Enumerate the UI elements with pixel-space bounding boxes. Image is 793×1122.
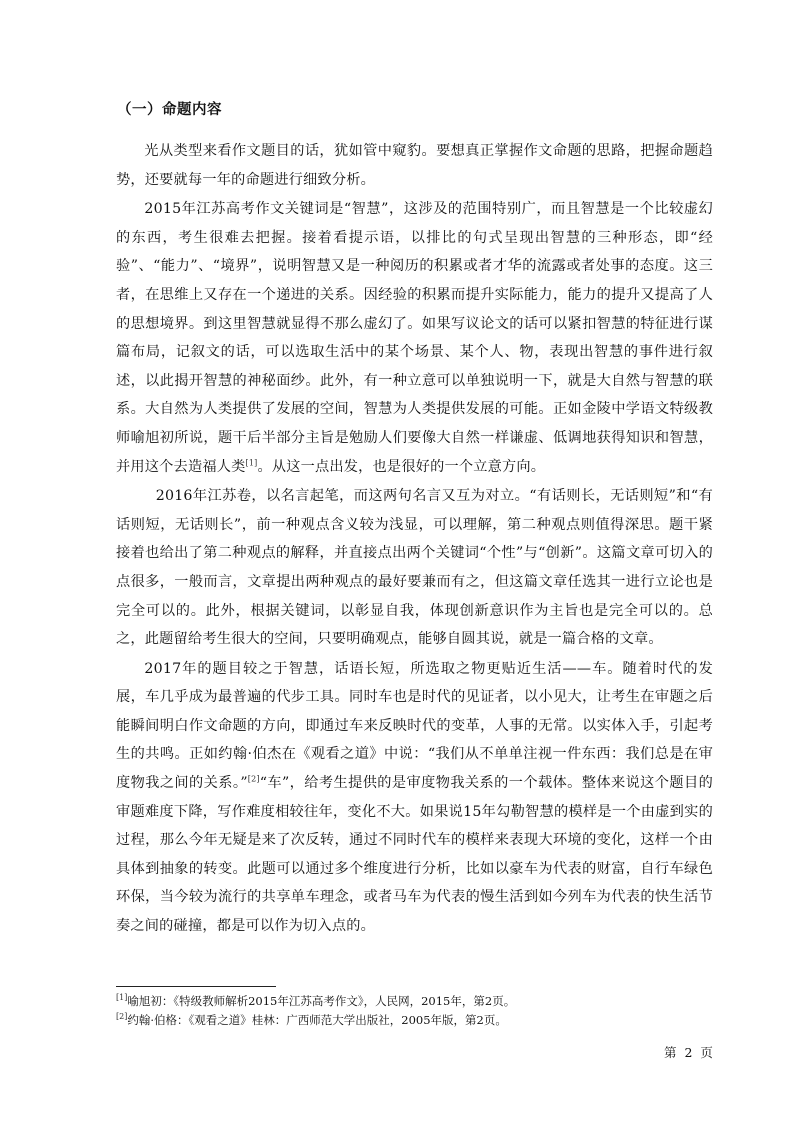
section-heading: （一）命题内容 [117, 102, 222, 118]
footnote-mark-2: [2] [116, 1012, 128, 1022]
body-text [116, 137, 713, 941]
footnote-text-2: 约翰·伯格：《观看之道》桂林：广西师范大学出版社，2005年版，第2页。 [127, 1013, 507, 1027]
paragraph-intro: 光从类型来看作文题目的话，犹如管中窥豹。要想真正掌握作文命题的思路，把握命题趋势，还要就每一年的命题进行细致分析。 [116, 143, 713, 188]
footnote-1 [116, 992, 716, 1011]
paragraph-2017-text: 2017年的题目较之于智慧，话语长短，所选取之物更贴近生活——车。随着时代的发展，车几乎成为最普遍的代步工具。同时车也是时代的见证者，以小见大，让考生在审题之后能瞬间明白作文命题的方向，即通过车来反映时代的变革，人事的无常。以实体入手，引起考生的共鸣。正如约翰·伯杰在《观看之道》中说：“我们从不单单注视一件东西：我们总是在审度物我之间的关系。” [116, 660, 713, 792]
paragraph-2016: 2016年江苏卷，以名言起笔，而这两句名言又互为对立。“有话则长，无话则短”和“有话则短，无话则长”，前一种观点含义较为浅显，可以理解，第二种观点则值得深思。题干紧接着也给出了第二种观点的解释，并直接点出两个关键词“个性”与“创新”。这篇文章可切入的点很多，一般而言，文章提出两种观点的最好要兼而有之，但这篇文章任选其一进行立论也是完全可以的。此外，根据关键词，以彰显自我，体现创新意识作为主旨也是完全可以的。总之，此题留给考生很大的空间，只要明确观点，能够自圆其说，就是一篇合格的文章。 [116, 488, 713, 648]
paragraph-2017 [116, 655, 713, 941]
footnote-mark-1: [1] [116, 993, 128, 1003]
paragraph-2015-text: 2015年江苏高考作文关键词是“智慧”，这涉及的范围特别广，而且智慧是一个比较虚幻的东西，考生很难去把握。接着看提示语，以排比的句式呈现出智慧的三种形态，即“经验”、“能力”、“境界”，说明智慧又是一种阅历的积累或者才华的流露或者处事的态度。这三者，在思维上又存在一个递进的关系。因经验的积累而提升实际能力，能力的提升又提高了人的思想境界。到这里智慧就显得不那么虚幻了。如果写议论文的话可以紧扣智慧的特征进行谋篇布局，记叙文的话，可以选取生活中的某个场景、某个人、物，表现出智慧的事件进行叙述，以此揭开智慧的神秘面纱。此外，有一种立意可以单独说明一下，就是大自然与智慧的联系。大自然为人类提供了发展的空间，智慧为人类提供发展的可能。正如金陵中学语文特级教师喻旭初所说，题干后半部分主旨是勉励人们要像大自然一样谦虚、低调地获得知识和智慧，并用这个去造福人类 [116, 201, 713, 475]
page-number: 第 2 页 [664, 1045, 715, 1060]
paragraph-2017-text-end: “车”，给考生提供的是审度物我关系的一个载体。整体来说这个题目的审题难度下降，写作难度相较往年，变化不大。如果说15年勾勒智慧的模样是一个由虚到实的过程，那么今年无疑是来了次反转，通过不同时代车的模样来表现大环境的变化，这样一个由具体到抽象的转变。此题可以通过多个维度进行分析，比如以豪车为代表的财富，自行车绿色环保，当今较为流行的共享单车理念，或者马车为代表的慢生活到如今列车为代表的快生活节奏之间的碰撞，都是可以作为切入点的。 [116, 775, 713, 935]
footnote-ref-2[interactable]: [2] [247, 774, 260, 784]
footnote-divider [116, 986, 276, 987]
footnote-text-1: 喻旭初：《特级教师解析2015年江苏高考作文》，人民网，2015年，第2页。 [127, 994, 516, 1008]
paragraph-2015 [116, 195, 713, 481]
footnotes [116, 992, 716, 1030]
footnote-2 [116, 1011, 716, 1030]
paragraph-2015-text-end: 。从这一点出发，也是很好的一个立意方向。 [257, 458, 546, 475]
footnote-ref-1[interactable]: [1] [245, 457, 258, 467]
